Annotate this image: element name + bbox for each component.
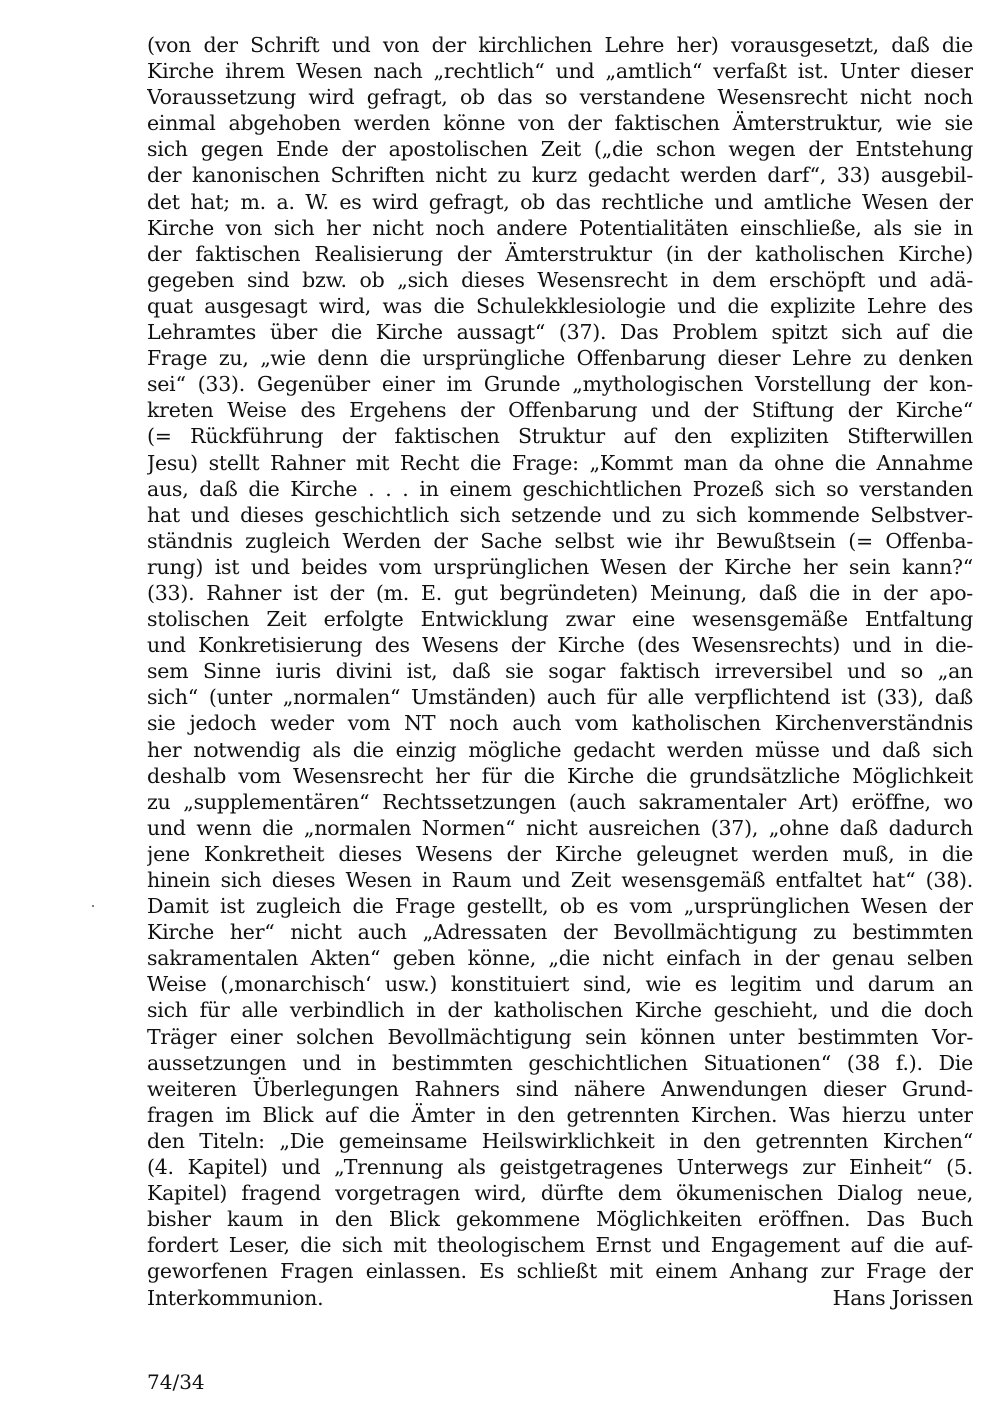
text-line: det hat; m. a. W. es wird gefragt, ob das rechtliche und amtliche Wesen der xyxy=(147,189,973,214)
closing-line xyxy=(147,1285,973,1311)
text-line: weiteren Überlegungen Rahners sind nähere Anwendungen dieser Grund- xyxy=(147,1076,973,1101)
text-line: sem Sinne iuris divini ist, daß sie sogar faktisch irreversibel und so „an xyxy=(147,659,973,684)
text-line: aussetzungen und in bestimmten geschichtlichen Situationen“ (38 f.). Die xyxy=(147,1050,973,1075)
text-line: sich“ (unter „normalen“ Umständen) auch für alle verpflichtend ist (33), daß xyxy=(147,685,973,710)
final-text: Interkommunion. xyxy=(147,1285,324,1310)
text-line: sie jedoch weder vom NT noch auch vom katholischen Kirchenverständnis xyxy=(147,711,973,736)
text-line: jene Konkretheit dieses Wesens der Kirche geleugnet werden muß, in die xyxy=(147,841,973,866)
text-line: Kirche her“ nicht auch „Adressaten der Bevollmächtigung zu bestimmten xyxy=(147,920,973,945)
text-line: sich für alle verbindlich in der katholischen Kirche geschieht, und die doch xyxy=(147,998,973,1023)
text-line: Kirche ihrem Wesen nach „rechtlich“ und „amtlich“ verfaßt ist. Unter dieser xyxy=(147,59,973,84)
text-line: (= Rückführung der faktischen Struktur auf den expliziten Stifterwillen xyxy=(147,424,973,449)
text-line: (33). Rahner ist der (m. E. gut begründeten) Meinung, daß die in der apo- xyxy=(147,580,973,605)
text-line: Voraussetzung wird gefragt, ob das so verstandene Wesensrecht nicht noch xyxy=(147,85,973,110)
text-line: gegeben sind bzw. ob „sich dieses Wesensrecht in dem erschöpft und adä- xyxy=(147,267,973,292)
text-line: quat ausgesagt wird, was die Schulekklesiologie und die explizite Lehre des xyxy=(147,293,973,318)
text-line: rung) ist und beides vom ursprünglichen Wesen der Kirche her sein kann?“ xyxy=(147,554,973,579)
text-line: Damit ist zugleich die Frage gestellt, ob es vom „ursprünglichen Wesen der xyxy=(147,894,973,919)
text-line: und Konkretisierung des Wesens der Kirche (des Wesensrechts) und in die- xyxy=(147,633,973,658)
text-line: deshalb vom Wesensrecht her für die Kirche die grundsätzliche Möglichkeit xyxy=(147,763,973,788)
text-line: Kirche von sich her nicht noch andere Potentialitäten einschließe, als sie in xyxy=(147,215,973,240)
text-line: fragen im Blick auf die Ämter in den getrennten Kirchen. Was hierzu unter xyxy=(147,1102,973,1127)
text-line: zu „supplementären“ Rechtssetzungen (auch sakramentaler Art) eröffne, wo xyxy=(147,789,973,814)
text-line: der faktischen Realisierung der Ämterstruktur (in der katholischen Kirche) xyxy=(147,241,973,266)
text-line: (4. Kapitel) und „Trennung als geistgetragenes Unterwegs zur Einheit“ (5. xyxy=(147,1155,973,1180)
text-line: geworfenen Fragen einlassen. Es schließt mit einem Anhang zur Frage der xyxy=(147,1259,973,1284)
text-line: sakramentalen Akten“ geben könne, „die nicht einfach in der genau selben xyxy=(147,946,973,971)
text-line: kreten Weise des Ergehens der Offenbarung und der Stiftung der Kirche“ xyxy=(147,398,973,423)
text-line: bisher kaum in den Blick gekommene Möglichkeiten eröffnen. Das Buch xyxy=(147,1207,973,1232)
text-line: (von der Schrift und von der kirchlichen Lehre her) vorausgesetzt, daß die xyxy=(147,33,973,57)
text-line: fordert Leser, die sich mit theologischem Ernst und Engagement auf die auf- xyxy=(147,1233,973,1258)
text-line: stolischen Zeit erfolgte Entwicklung zwar eine wesensgemäße Entfaltung xyxy=(147,607,973,632)
text-line: Jesu) stellt Rahner mit Recht die Frage: „Kommt man da ohne die Annahme xyxy=(147,450,973,475)
text-line: sich gegen Ende der apostolischen Zeit („die schon wegen der Entstehung xyxy=(147,137,973,162)
review-text xyxy=(147,32,973,1311)
text-line: und wenn die „normalen Normen“ nicht ausreichen (37), „ohne daß dadurch xyxy=(147,815,973,840)
text-line: sei“ (33). Gegenüber einer im Grunde „mythologischen Vorstellung der kon- xyxy=(147,372,973,397)
author-signature: Hans Jorissen xyxy=(832,1285,973,1310)
text-line: her notwendig als die einzig mögliche gedacht werden müsse und daß sich xyxy=(147,737,973,762)
text-line: Frage zu, „wie denn die ursprüngliche Offenbarung dieser Lehre zu denken xyxy=(147,346,973,371)
text-line: hat und dieses geschichtlich sich setzende und zu sich kommende Selbstver- xyxy=(147,502,973,527)
text-line: Weise (‚monarchisch‘ usw.) konstituiert sind, wie es legitim und darum an xyxy=(147,972,973,997)
text-line: Kapitel) fragend vorgetragen wird, dürfte dem ökumenischen Dialog neue, xyxy=(147,1181,973,1206)
text-line: ständnis zugleich Werden der Sache selbst wie ihr Bewußtsein (= Offenba- xyxy=(147,528,973,553)
text-line: einmal abgehoben werden könne von der faktischen Ämterstruktur, wie sie xyxy=(147,111,973,136)
page-number: 74/34 xyxy=(147,1370,205,1394)
text-line: der kanonischen Schriften nicht zu kurz gedacht werden darf“, 33) ausgebil- xyxy=(147,163,973,188)
text-line: den Titeln: „Die gemeinsame Heilswirklichkeit in den getrennten Kirchen“ xyxy=(147,1128,973,1153)
text-line: aus, daß die Kirche . . . in einem geschichtlichen Prozeß sich so verstanden xyxy=(147,476,973,501)
text-line: Träger einer solchen Bevollmächtigung sein können unter bestimmten Vor- xyxy=(147,1024,973,1049)
text-line: hinein sich dieses Wesen in Raum und Zeit wesensgemäß entfaltet hat“ (38). xyxy=(147,868,973,892)
scan-speck xyxy=(92,905,94,907)
text-line: Lehramtes über die Kirche aussagt“ (37). Das Problem spitzt sich auf die xyxy=(147,320,973,345)
